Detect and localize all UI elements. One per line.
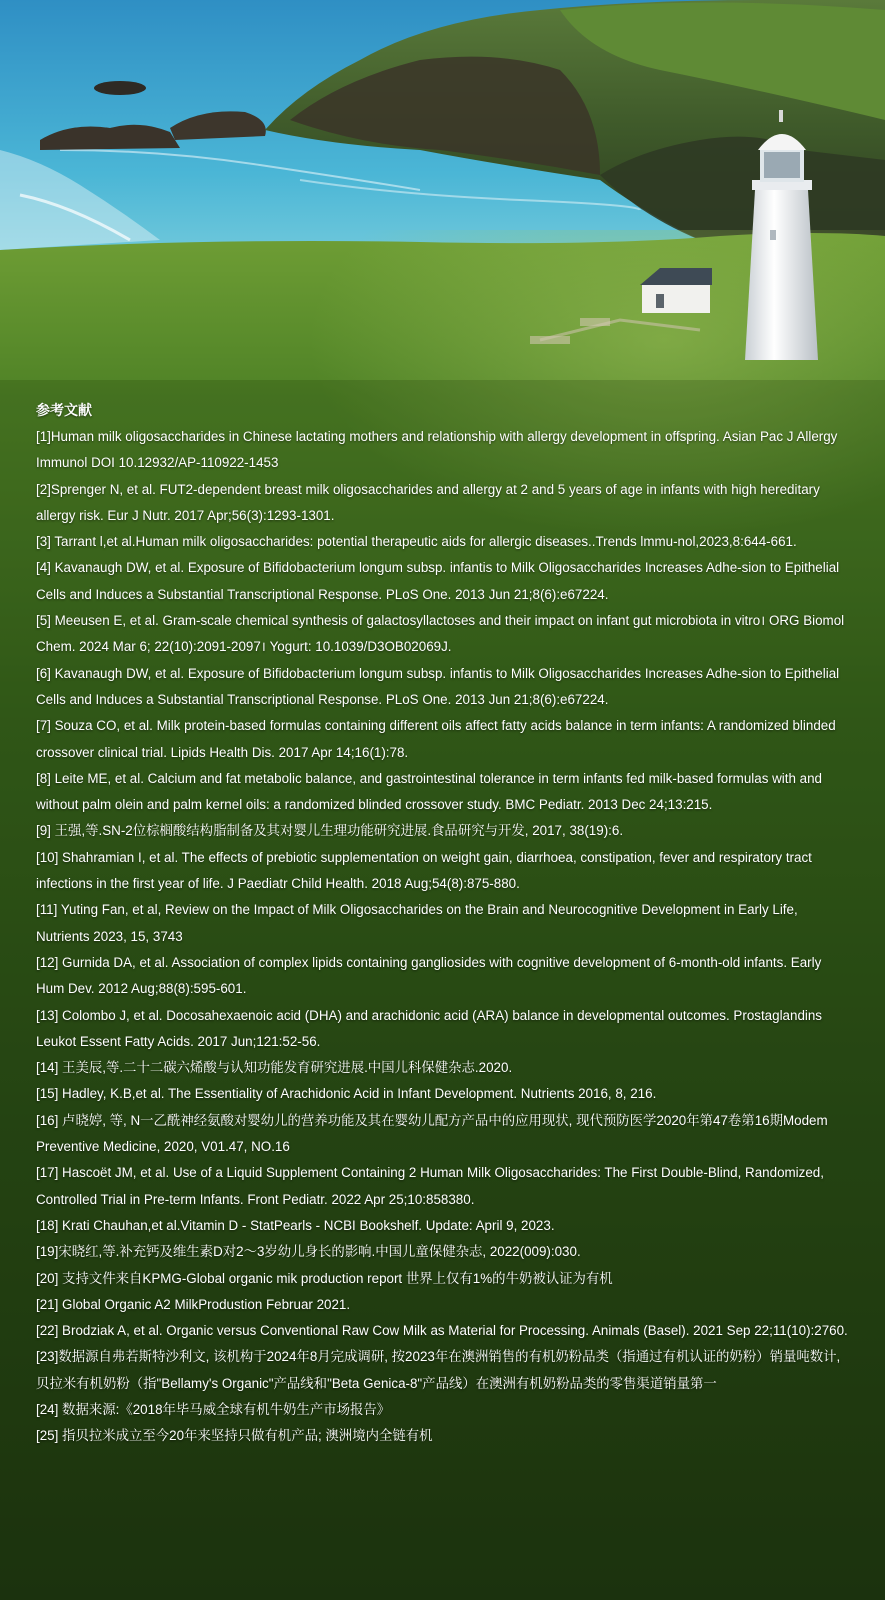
references-section bbox=[36, 398, 851, 1450]
reference-item: [9] 王强,等.SN-2位棕榈酸结构脂制备及其对婴儿生理功能研究进展.食品研究与开发, 2017, 38(19):6. bbox=[36, 823, 624, 839]
reference-item: [3] Tarrant l,et al.Human milk oligosaccharides: potential therapeutic aids for allergic diseases..Trends lmmu-nol,2023,8:644-661. bbox=[36, 534, 797, 550]
reference-item: [1]Human milk oligosaccharides in Chinese lactating mothers and relationship with allergy development in offspring. Asian Pac J Allergy Immunol DOI 10.12932/AP-110922-1453 bbox=[36, 429, 838, 471]
reference-item: [20] 支持文件来自KPMG-Global organic mik production report 世界上仅有1%的牛奶被认证为有机 bbox=[36, 1270, 613, 1286]
reference-item: [2]Sprenger N, et al. FUT2-dependent breast milk oligosaccharides and allergy at 2 and 5 years of age in infants with high hereditary allergy risk. Eur J Nutr. 2017 Apr;56(3):1293-1301. bbox=[36, 481, 820, 523]
reference-item: [4] Kavanaugh DW, et al. Exposure of Bifidobacterium longum subsp. infantis to Milk Oligosaccharides Increases Adhe-sion to Epithelial Cells and Induces a Substantial Transcriptional Response. PLoS One. 2013 Jun 21;8(6):e67224. bbox=[36, 560, 840, 602]
reference-item: [8] Leite ME, et al. Calcium and fat metabolic balance, and gastrointestinal tolerance in term infants fed milk-based formulas with and without palm olein and palm kernel oils: a randomized blinded crossover study. BMC Pediatr. 2013 Dec 24;13:215. bbox=[36, 770, 822, 813]
reference-item: [11] Yuting Fan, et al, Review on the Impact of Milk Oligosaccharides on the Brain and Neurocognitive Development in Early Life, Nutrients 2023, 15, 3743 bbox=[36, 902, 798, 944]
reference-item: [7] Souza CO, et al. Milk protein-based formulas containing different oils affect fatty acids balance in term infants: A randomized blinded crossover clinical trial. Lipids Health Dis. 2017 Apr 14;16(1):78. bbox=[36, 718, 836, 760]
reference-item: [18] Krati Chauhan,et al.Vitamin D - StatPearls - NCBI Bookshelf. Update: April 9, 2023. bbox=[36, 1217, 555, 1233]
reference-item: [12] Gurnida DA, et al. Association of complex lipids containing gangliosides with cognitive development of 6-month-old infants. Early Hum Dev. 2012 Aug;88(8):595-601. bbox=[36, 954, 822, 997]
reference-item: [15] Hadley, K.B,et al. The Essentiality of Arachidonic Acid in Infant Development. Nutrients 2016, 8, 216. bbox=[36, 1086, 657, 1102]
reference-item: [16] 卢晓婷, 等, N一乙酰神经氨酸对婴幼儿的营养功能及其在婴幼儿配方产品中的应用现状, 现代预防医学2020年第47卷第16期Modem Preventive Medicine, 2020, V01.47, NO.16 bbox=[36, 1112, 828, 1155]
reference-item: [6] Kavanaugh DW, et al. Exposure of Bifidobacterium longum subsp. infantis to Milk Oligosaccharides Increases Adhe-sion to Epithelial Cells and Induces a Substantial Transcriptional Response. PLoS One. 2013 Jun 21;8(6):e67224. bbox=[36, 665, 840, 707]
reference-item: [14] 王美辰,等.二十二碳六烯酸与认知功能发育研究进展.中国儿科保健杂志.2020. bbox=[36, 1060, 513, 1076]
reference-item: [25] 指贝拉米成立至今20年来坚持只做有机产品; 澳洲境内全链有机 bbox=[36, 1428, 433, 1444]
reference-item: [24] 数据来源:《2018年毕马威全球有机牛奶生产市场报告》 bbox=[36, 1401, 391, 1417]
reference-item: [5] Meeusen E, et al. Gram-scale chemical synthesis of galactosyllactoses and their impact on infant gut microbiota in vitro। ORG Biomol Chem. 2024 Mar 6; 22(10):2091-2097। Yogurt: 10.1039/D3OB02069J. bbox=[36, 613, 845, 655]
reference-item: [17] Hascoët JM, et al. Use of a Liquid Supplement Containing 2 Human Milk Oligosaccharides: The First Double-Blind, Randomized, Controlled Trial in Pre-term Infants. Front Pediatr. 2022 Apr 25;10:858380. bbox=[36, 1165, 824, 1207]
reference-item: [10] Shahramian I, et al. The effects of prebiotic supplementation on weight gain, diarrhoea, constipation, fever and respiratory tract infections in the first year of life. J Paediatr Child Health. 2018 Aug;54(8):875-880. bbox=[36, 849, 812, 892]
reference-item: [19]宋晓红,等.补充钙及维生素D对2～3岁幼儿身长的影响.中国儿童保健杂志, 2022(009):030. bbox=[36, 1244, 581, 1260]
reference-item: [22] Brodziak A, et al. Organic versus Conventional Raw Cow Milk as Material for Processing. Animals (Basel). 2021 Sep 22;11(10):2760. bbox=[36, 1323, 848, 1339]
reference-item: [13] Colombo J, et al. Docosahexaenoic acid (DHA) and arachidonic acid (ARA) balance in developmental outcomes. Prostaglandins Leukot Essent Fatty Acids. 2017 Jun;121:52-56. bbox=[36, 1007, 823, 1049]
references-title: 参考文献 bbox=[36, 402, 92, 418]
reference-item: [21] Global Organic A2 MilkProdustion Februar 2021. bbox=[36, 1296, 351, 1312]
reference-item: [23]数据源自弗若斯特沙利文, 该机构于2024年8月完成调研, 按2023年在澳洲销售的有机奶粉品类（指通过有机认证的奶粉）销量吨数计, 贝拉米有机奶粉（指"Bellamy's Organic"产品线和"Beta Genica-8"产品线）在澳洲有机奶粉品类的零售渠道销量第一 bbox=[36, 1349, 841, 1391]
